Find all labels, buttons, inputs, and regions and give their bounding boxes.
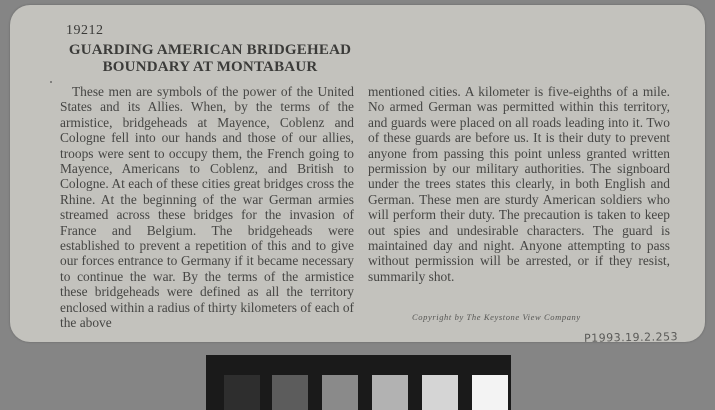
copyright-line: Copyright by The Keystone View Company: [412, 312, 581, 322]
calibration-patch: [272, 375, 308, 410]
calibration-patch: [322, 375, 358, 410]
body-text-right-column: mentioned cities. A kilometer is five-eighths of a mile. No armed German was permitted within this territory, and guards were placed on all roads leading into it. Two of these guards are before us. It is their duty to prevent anyone from passing this point unless granted written permission by our military authorities. The signboard under the trees states this clearly, in both English and German. These men are sturdy American soldiers who will perform their duty. The precaution is taken to keep out spies and undesirable characters. The guard is maintained day and night. Anyone attempting to pass without permission will be arrested, or if they resist, summarily shot.: [368, 84, 670, 284]
stereoview-card-back: [10, 5, 705, 345]
ink-speck: [50, 81, 52, 83]
card-number: 19212: [66, 23, 104, 38]
accession-number: P1993.19.2.253: [583, 330, 679, 345]
calibration-patch: [472, 375, 508, 410]
body-text-left-column: These men are symbols of the power of the United States and its Allies. When, by the terms of the armistice, bridgeheads at Mayence, Coblenz and Cologne fell into our hands and those of our allies, troops were sent to occupy them, the French going to Mayence, Americans to Coblenz, and British to Cologne. At each of these cities great bridges cross the Rhine. At the beginning of the war German armies streamed across these bridges for the invasion of France and Belgium. The bridgeheads were established to prevent a repetition of this and to give our forces entrance to Germany if it became necessary to continue the war. By the terms of the armistice these bridgeheads were defined as all the territory enclosed within a radius of thirty kilometers of each of the above: [60, 84, 354, 331]
calibration-patch: [422, 375, 458, 410]
color-calibration-target: [206, 355, 511, 410]
calibration-patch: [224, 375, 260, 410]
card-title: GUARDING AMERICAN BRIDGEHEAD BOUNDARY AT MONTABAUR: [68, 42, 352, 75]
calibration-patch: [372, 375, 408, 410]
